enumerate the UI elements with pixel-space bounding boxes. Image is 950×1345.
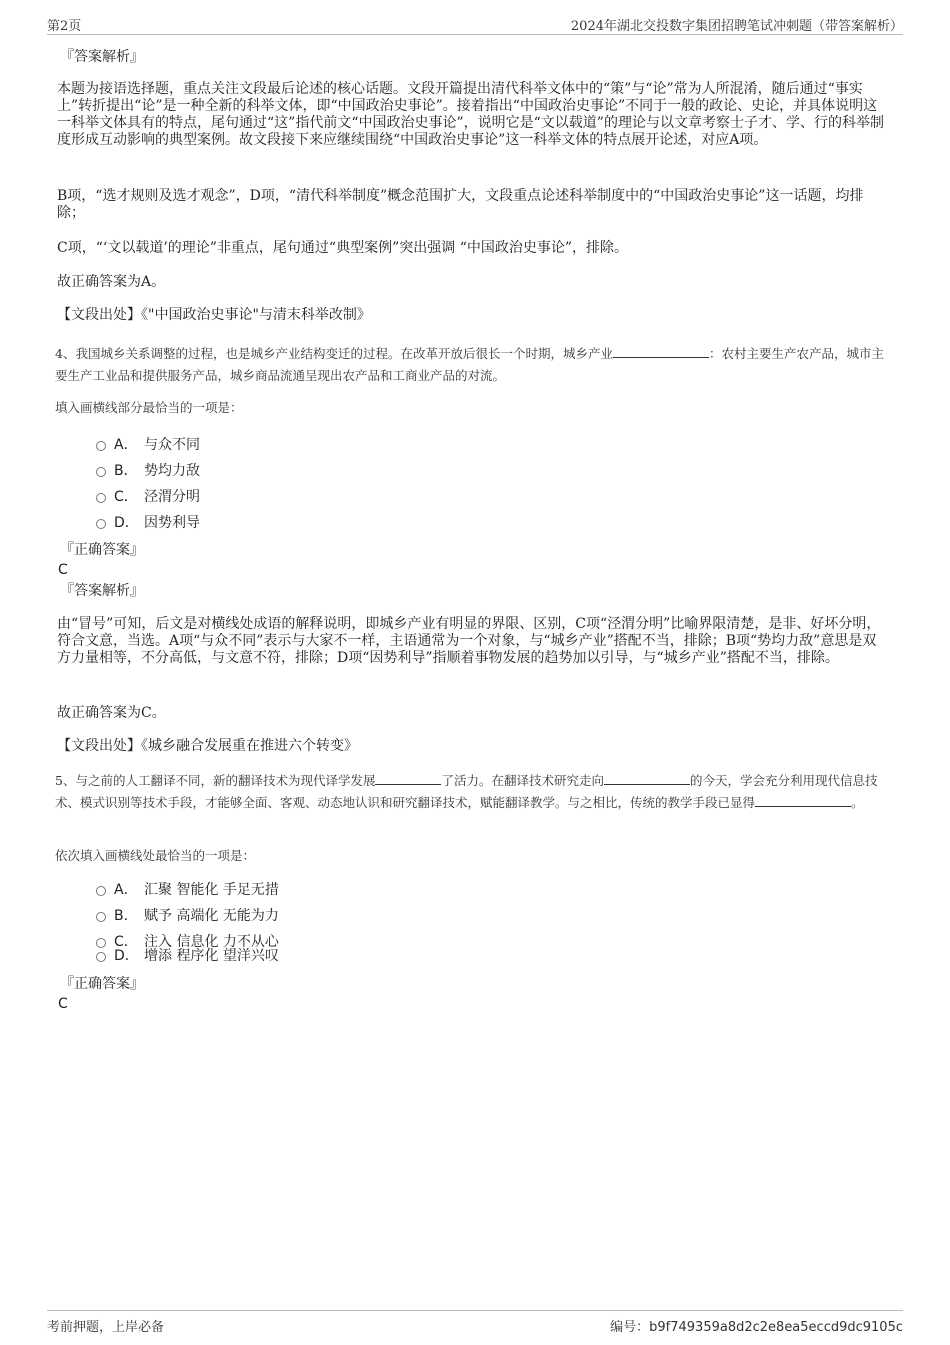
radio-icon[interactable] — [96, 467, 106, 477]
question-stem — [55, 770, 887, 814]
option-c[interactable]: C． 注入 信息化 力不从心 — [96, 933, 279, 951]
option-c[interactable]: C． 泾渭分明 — [96, 488, 200, 506]
source-citation: 【文段出处】《城乡融合发展重在推进六个转变》 — [57, 738, 358, 754]
stem-text: 了活力。在翻译技术研究走向 — [441, 773, 604, 788]
radio-icon[interactable] — [96, 886, 106, 896]
stem-text: 。 — [851, 795, 864, 810]
radio-icon[interactable] — [96, 912, 106, 922]
page-header — [47, 12, 903, 35]
analysis-paragraph: 由“冒号”可知，后文是对横线处成语的解释说明，即城乡产业有明显的界限、区别，C项“泾渭分明”比喻界限清楚，是非、好坏分明，符合文意，当选。A项“与众不同”表示与大家不一样，主语通常为一个对象，与“城乡产业”搭配不当，排除；B项“势均力敌”意思是双方力量相等，不分高低，与文意不符，排除；D项“因势利导”指顺着事物发展的趋势加以引导，与“城乡产业”搭配不当，排除。 — [57, 616, 881, 666]
option-d[interactable]: D． 因势利导 — [96, 514, 200, 532]
question-stem — [55, 343, 887, 387]
correct-answer-label: 『正确答案』 — [60, 542, 144, 558]
footer-slogan: 考前押题，上岸必备 — [47, 1320, 165, 1335]
fill-blank — [604, 772, 690, 785]
question-prompt: 填入画横线部分最恰当的一项是： — [55, 400, 243, 415]
fill-blank — [375, 772, 441, 785]
radio-icon[interactable] — [96, 952, 106, 962]
stem-text: 的今天，学会充分利用现代信息技术、模式识别等技术手段，才能够全面、客观、动态地认识和研究翻译技术，赋能翻译教学。与之相比，传统的教学手段已显得 — [55, 773, 878, 810]
fill-blank — [755, 794, 851, 807]
correct-answer-label: 『正确答案』 — [60, 976, 144, 992]
analysis-label: 『答案解析』 — [60, 49, 144, 65]
source-citation: 【文段出处】《"中国政治史事论"与清末科举改制》 — [57, 307, 371, 323]
analysis-paragraph: 本题为接语选择题，重点关注文段最后论述的核心话题。文段开篇提出清代科举文体中的“策”与“论”常为人所混淆，随后通过“事实上”转折提出“论”是一种全新的科举文体，即“中国政治史事论”。接着指出“中国政治史事论”不同于一般的政论、史论，并具体说明这一科举文体具有的特点，尾句通过“这”指代前文“中国政治史事论”，说明它是“文以载道”的理论与以文章考察士子才、学、行的科举制度形成互动影响的典型案例。故文段接下来应继续围绕“中国政治史事论”这一科举文体的特点展开论述，对应A项。 — [57, 81, 884, 148]
document-title: 2024年湖北交投数字集团招聘笔试冲刺题（带答案解析） — [570, 19, 903, 34]
correct-answer: C — [58, 562, 68, 578]
document-code: 编号：b9f749359a8d2c2e8ea5eccd9dc9105c — [610, 1320, 903, 1335]
radio-icon[interactable] — [96, 493, 106, 503]
option-a[interactable]: A． 与众不同 — [96, 436, 200, 454]
answer-conclusion: 故正确答案为C。 — [57, 705, 166, 721]
radio-icon[interactable] — [96, 441, 106, 451]
fill-blank — [613, 345, 709, 358]
analysis-paragraph: C项，“‘文以载道’的理论”非重点，尾句通过“典型案例”突出强调 “中国政治史事论”，排除。 — [57, 240, 629, 256]
page-number: 第2页 — [47, 19, 82, 34]
stem-text: 4、我国城乡关系调整的过程，也是城乡产业结构变迁的过程。在改革开放后很长一个时期，城乡产业 — [55, 346, 613, 361]
radio-icon[interactable] — [96, 519, 106, 529]
stem-text: 5、与之前的人工翻译不同，新的翻译技术为现代译学发展 — [55, 773, 376, 788]
option-d[interactable]: D． 增添 程序化 望洋兴叹 — [96, 947, 279, 965]
correct-answer: C — [58, 996, 68, 1012]
question-prompt: 依次填入画横线处最恰当的一项是： — [55, 848, 256, 863]
page-footer — [47, 1310, 903, 1337]
answer-conclusion: 故正确答案为A。 — [57, 274, 166, 290]
option-b[interactable]: B． 势均力敌 — [96, 462, 200, 480]
option-b[interactable]: B． 赋予 高端化 无能为力 — [96, 907, 279, 925]
option-a[interactable]: A． 汇聚 智能化 手足无措 — [96, 881, 279, 899]
analysis-label: 『答案解析』 — [60, 583, 144, 599]
analysis-paragraph: B项，“选才规则及选才观念”，D项，“清代科举制度”概念范围扩大，文段重点论述科举制度中的“中国政治史事论”这一话题，均排除； — [57, 188, 864, 221]
stem-text: ：农村主要生产农产品，城市主要生产工业品和提供服务产品，城乡商品流通呈现出农产品和工商业产品的对流。 — [55, 346, 884, 383]
